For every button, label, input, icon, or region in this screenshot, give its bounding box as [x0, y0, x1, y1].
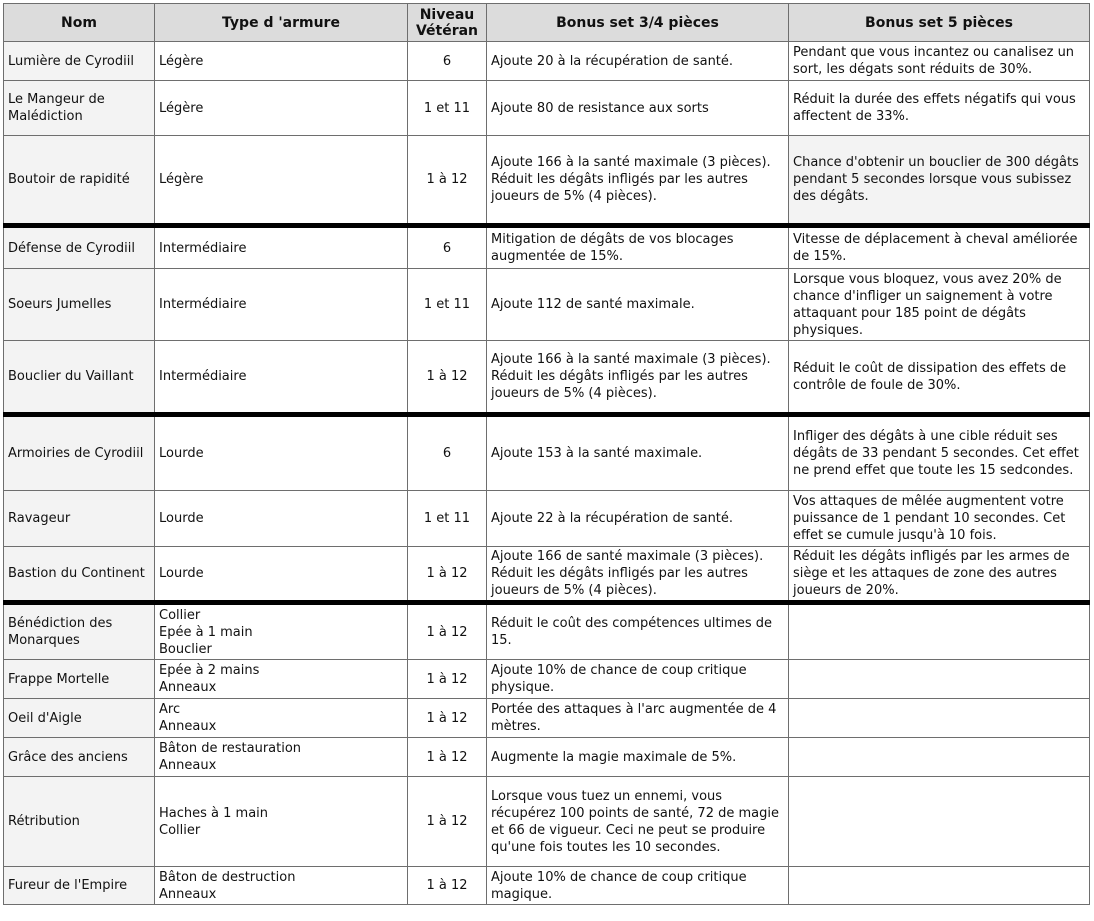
table-row — [4, 660, 1090, 699]
cell-type — [155, 341, 408, 415]
table-row — [4, 136, 1090, 226]
cell-type-line: Intermédiaire — [159, 240, 247, 256]
cell-type-line: Lourde — [159, 566, 204, 581]
cell-type-line: Légère — [159, 172, 204, 187]
cell-nom: Fureur de l'Empire — [4, 867, 155, 905]
cell-bonus5: Lorsque vous bloquez, vous avez 20% de chance d'infliger un saignement à votre attaquant pour 185 point de dégâts physiques. — [789, 269, 1090, 341]
cell-bonus34: Ajoute 80 de resistance aux sorts — [487, 81, 789, 136]
cell-type — [155, 81, 408, 136]
cell-nom: Bastion du Continent — [4, 547, 155, 603]
cell-bonus5: Vitesse de déplacement à cheval améliorée de 15%. — [789, 226, 1090, 269]
table-row — [4, 603, 1090, 660]
cell-type-line: Lourde — [159, 446, 204, 461]
cell-bonus5 — [789, 867, 1090, 905]
cell-bonus34: Augmente la magie maximale de 5%. — [487, 738, 789, 777]
cell-niveau: 1 à 12 — [408, 136, 487, 226]
cell-bonus5: Vos attaques de mêlée augmentent votre puissance de 1 pendant 10 secondes. Cet effet se cumule jusqu'à 10 fois. — [789, 491, 1090, 547]
cell-nom: Bouclier du Vaillant — [4, 341, 155, 415]
cell-bonus34: Portée des attaques à l'arc augmentée de 4 mètres. — [487, 699, 789, 738]
cell-nom: Armoiries de Cyrodiil — [4, 415, 155, 491]
table-row — [4, 226, 1090, 269]
cell-type-line: Anneaux — [159, 758, 217, 773]
cell-niveau: 1 à 12 — [408, 777, 487, 867]
cell-bonus5 — [789, 660, 1090, 699]
cell-niveau: 1 à 12 — [408, 699, 487, 738]
cell-niveau: 6 — [408, 226, 487, 269]
cell-nom: Bénédiction des Monarques — [4, 603, 155, 660]
cell-niveau: 1 à 12 — [408, 660, 487, 699]
cell-nom: Le Mangeur de Malédiction — [4, 81, 155, 136]
table-row — [4, 738, 1090, 777]
cell-type — [155, 491, 408, 547]
cell-nom: Grâce des anciens — [4, 738, 155, 777]
table-row — [4, 777, 1090, 867]
cell-type — [155, 415, 408, 491]
cell-type-line: Collier — [159, 607, 201, 623]
cell-bonus34: Ajoute 166 à la santé maximale (3 pièces). Réduit les dégâts infligés par les autres joueurs de 5% (4 pièces). — [487, 136, 789, 226]
cell-nom: Frappe Mortelle — [4, 660, 155, 699]
cell-bonus5: Réduit les dégâts infligés par les armes de siège et les attaques de zone des autres joueurs de 20%. — [789, 547, 1090, 603]
cell-type — [155, 603, 408, 660]
cell-type-line: Anneaux — [159, 886, 217, 902]
table-row — [4, 491, 1090, 547]
cell-type — [155, 42, 408, 81]
cell-niveau: 1 à 12 — [408, 547, 487, 603]
column-header-niveau-line2: Vétéran — [415, 22, 479, 39]
cell-bonus5: Réduit le coût de dissipation des effets de contrôle de foule de 30%. — [789, 341, 1090, 415]
cell-type — [155, 699, 408, 738]
cell-niveau: 1 à 12 — [408, 738, 487, 777]
cell-niveau: 1 à 12 — [408, 341, 487, 415]
cell-type-line: Intermédiaire — [159, 297, 247, 312]
cell-bonus34: Ajoute 10% de chance de coup critique physique. — [487, 660, 789, 699]
cell-bonus5 — [789, 777, 1090, 867]
cell-bonus34: Ajoute 166 à la santé maximale (3 pièces). Réduit les dégâts infligés par les autres joueurs de 5% (4 pièces). — [487, 341, 789, 415]
cell-type-line: Bâton de restauration — [159, 741, 302, 756]
cell-bonus34: Ajoute 10% de chance de coup critique magique. — [487, 867, 789, 905]
cell-nom: Défense de Cyrodiil — [4, 226, 155, 269]
cell-niveau: 1 et 11 — [408, 269, 487, 341]
cell-niveau: 6 — [408, 415, 487, 491]
cell-type-line: Bouclier — [159, 641, 212, 657]
column-header-nom: Nom — [4, 4, 155, 42]
cell-bonus34: Lorsque vous tuez un ennemi, vous récupérez 100 points de santé, 72 de magie et 66 de vigueur. Ceci ne peut se produire qu'une fois toutes les 10 secondes. — [487, 777, 789, 867]
cell-bonus34: Mitigation de dégâts de vos blocages augmentée de 15%. — [487, 226, 789, 269]
table-row — [4, 269, 1090, 341]
cell-nom: Ravageur — [4, 491, 155, 547]
cell-nom: Rétribution — [4, 777, 155, 867]
cell-type — [155, 738, 408, 777]
armor-sets-table — [3, 3, 1090, 905]
cell-bonus34: Ajoute 112 de santé maximale. — [487, 269, 789, 341]
cell-niveau: 1 et 11 — [408, 491, 487, 547]
table-row — [4, 547, 1090, 603]
cell-bonus34: Ajoute 153 à la santé maximale. — [487, 415, 789, 491]
column-header-niveau-line1: Niveau — [419, 6, 475, 23]
cell-type — [155, 547, 408, 603]
cell-bonus34: Ajoute 22 à la récupération de santé. — [487, 491, 789, 547]
cell-type-line: Légère — [159, 53, 204, 69]
cell-bonus5: Infliger des dégâts à une cible réduit ses dégâts de 33 pendant 5 secondes. Cet effet ne prend effet que toute les 15 sedcondes. — [789, 415, 1090, 491]
cell-bonus5: Chance d'obtenir un bouclier de 300 dégâts pendant 5 secondes lorsque vous subissez des dégâts. — [789, 136, 1090, 226]
column-header-bonus34: Bonus set 3/4 pièces — [487, 4, 789, 42]
cell-niveau: 1 à 12 — [408, 603, 487, 660]
cell-type — [155, 269, 408, 341]
cell-niveau: 1 et 11 — [408, 81, 487, 136]
column-header-type: Type d 'armure — [155, 4, 408, 42]
column-header-bonus5: Bonus set 5 pièces — [789, 4, 1090, 42]
cell-type-line: Epée à 1 main — [159, 624, 253, 640]
cell-nom: Boutoir de rapidité — [4, 136, 155, 226]
cell-type-line: Collier — [159, 822, 201, 838]
cell-type-line: Bâton de destruction — [159, 869, 296, 885]
cell-bonus5: Pendant que vous incantez ou canalisez un sort, les dégats sont réduits de 30%. — [789, 42, 1090, 81]
cell-type-line: Lourde — [159, 511, 204, 526]
cell-type — [155, 136, 408, 226]
cell-nom: Lumière de Cyrodiil — [4, 42, 155, 81]
cell-niveau: 1 à 12 — [408, 867, 487, 905]
cell-nom: Oeil d'Aigle — [4, 699, 155, 738]
table-row — [4, 42, 1090, 81]
cell-niveau: 6 — [408, 42, 487, 81]
cell-type-line: Intermédiaire — [159, 369, 247, 384]
table-row — [4, 341, 1090, 415]
cell-type — [155, 660, 408, 699]
cell-type — [155, 777, 408, 867]
cell-type-line: Arc — [159, 702, 181, 717]
cell-nom: Soeurs Jumelles — [4, 269, 155, 341]
cell-type-line: Anneaux — [159, 719, 217, 734]
cell-bonus5: Réduit la durée des effets négatifs qui vous affectent de 33%. — [789, 81, 1090, 136]
cell-bonus34: Ajoute 166 de santé maximale (3 pièces). Réduit les dégâts infligés par les autres joueurs de 5% (4 pièces). — [487, 547, 789, 603]
cell-bonus34: Réduit le coût des compétences ultimes de 15. — [487, 603, 789, 660]
table-row — [4, 699, 1090, 738]
cell-bonus5 — [789, 738, 1090, 777]
cell-bonus34: Ajoute 20 à la récupération de santé. — [487, 42, 789, 81]
cell-bonus5 — [789, 603, 1090, 660]
cell-type-line: Légère — [159, 100, 204, 116]
table-row — [4, 415, 1090, 491]
cell-type — [155, 867, 408, 905]
header-row — [4, 4, 1090, 42]
cell-type-line: Haches à 1 main — [159, 805, 269, 821]
table-row — [4, 867, 1090, 905]
cell-type — [155, 226, 408, 269]
cell-bonus5 — [789, 699, 1090, 738]
table-row — [4, 81, 1090, 136]
column-header-niveau — [408, 4, 487, 42]
cell-type-line: Anneaux — [159, 680, 217, 695]
cell-type-line: Epée à 2 mains — [159, 663, 260, 678]
